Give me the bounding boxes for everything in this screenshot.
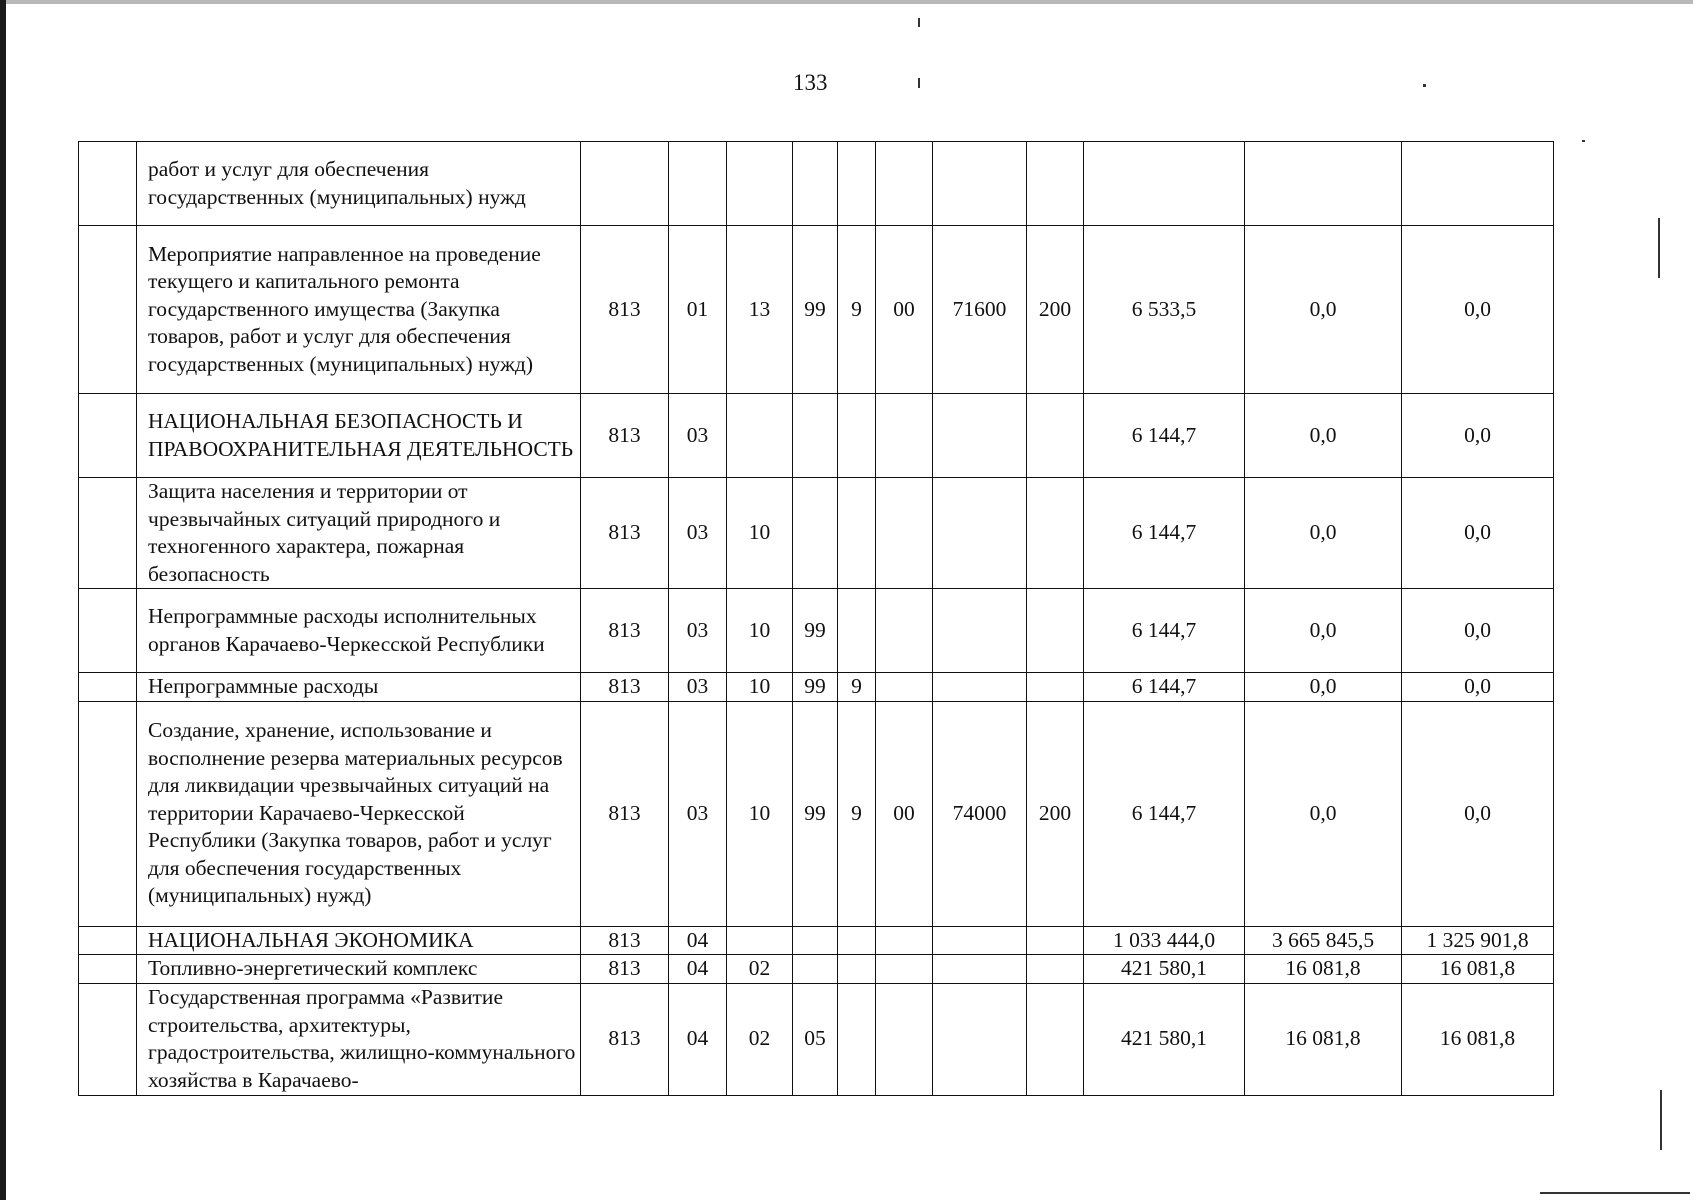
- scan-edge-left: [0, 0, 6, 1200]
- code-admin: 813: [581, 701, 669, 926]
- code-expense-type: [1027, 478, 1084, 589]
- code-program: 99: [793, 673, 838, 702]
- code-subprogram: [838, 478, 876, 589]
- code-expense-type: [1027, 955, 1084, 984]
- code-direction: [876, 589, 933, 673]
- code-program: [793, 142, 838, 226]
- code-section: 03: [669, 478, 727, 589]
- code-section: 04: [669, 926, 727, 955]
- amount-year-3: 0,0: [1402, 226, 1554, 394]
- code-section: 03: [669, 673, 727, 702]
- amount-year-3: [1402, 142, 1554, 226]
- scan-speck: [1582, 140, 1585, 142]
- code-subsection: 10: [727, 673, 793, 702]
- code-admin: 813: [581, 983, 669, 1095]
- code-subprogram: 9: [838, 226, 876, 394]
- code-section: 03: [669, 589, 727, 673]
- table-row: [79, 673, 1554, 702]
- amount-year-3: 1 325 901,8: [1402, 926, 1554, 955]
- row-number-cell: [79, 983, 137, 1095]
- amount-year-1: 6 144,7: [1084, 394, 1245, 478]
- table-row: [79, 478, 1554, 589]
- code-direction: [876, 478, 933, 589]
- code-direction: [876, 142, 933, 226]
- row-number-cell: [79, 394, 137, 478]
- code-admin: 813: [581, 955, 669, 984]
- scan-margin-line: [1658, 218, 1660, 278]
- code-admin: 813: [581, 926, 669, 955]
- code-item: [933, 589, 1027, 673]
- amount-year-2: 0,0: [1245, 589, 1402, 673]
- code-admin: [581, 142, 669, 226]
- amount-year-2: [1245, 142, 1402, 226]
- code-admin: 813: [581, 589, 669, 673]
- scan-speck: [918, 78, 920, 88]
- code-subprogram: 9: [838, 673, 876, 702]
- row-number-cell: [79, 226, 137, 394]
- row-number-cell: [79, 142, 137, 226]
- amount-year-1: [1084, 142, 1245, 226]
- code-subprogram: [838, 983, 876, 1095]
- code-item: 74000: [933, 701, 1027, 926]
- amount-year-1: 6 144,7: [1084, 701, 1245, 926]
- row-description: Мероприятие направленное на проведение текущего и капитального ремонта государственного имущества (Закупка товаров, работ и услуг для обеспечения государственных (муниципальных) нужд): [137, 226, 581, 394]
- code-section: 01: [669, 226, 727, 394]
- row-number-cell: [79, 955, 137, 984]
- code-subsection: [727, 926, 793, 955]
- code-program: 05: [793, 983, 838, 1095]
- scan-edge-top: [6, 0, 1693, 4]
- code-item: [933, 394, 1027, 478]
- code-section: [669, 142, 727, 226]
- code-section: 04: [669, 955, 727, 984]
- code-admin: 813: [581, 394, 669, 478]
- code-subsection: 10: [727, 478, 793, 589]
- code-program: 99: [793, 226, 838, 394]
- row-description: НАЦИОНАЛЬНАЯ БЕЗОПАСНОСТЬ И ПРАВООХРАНИТЕЛЬНАЯ ДЕЯТЕЛЬНОСТЬ: [137, 394, 581, 478]
- code-direction: [876, 955, 933, 984]
- row-description: Топливно-энергетический комплекс: [137, 955, 581, 984]
- code-subsection: 13: [727, 226, 793, 394]
- code-item: [933, 926, 1027, 955]
- code-expense-type: 200: [1027, 226, 1084, 394]
- row-description: Создание, хранение, использование и восполнение резерва материальных ресурсов для ликвидации чрезвычайных ситуаций на территории Карачаево-Черкесской Республики (Закупка товаров, работ и услуг для обеспечения государственных (муниципальных) нужд): [137, 701, 581, 926]
- amount-year-1: 1 033 444,0: [1084, 926, 1245, 955]
- code-expense-type: [1027, 142, 1084, 226]
- code-direction: 00: [876, 226, 933, 394]
- amount-year-2: 0,0: [1245, 226, 1402, 394]
- code-subprogram: 9: [838, 701, 876, 926]
- amount-year-3: 0,0: [1402, 673, 1554, 702]
- row-number-cell: [79, 673, 137, 702]
- amount-year-1: 421 580,1: [1084, 955, 1245, 984]
- code-item: [933, 673, 1027, 702]
- code-expense-type: [1027, 394, 1084, 478]
- code-item: [933, 983, 1027, 1095]
- table-row: [79, 983, 1554, 1095]
- row-description: работ и услуг для обеспечения государственных (муниципальных) нужд: [137, 142, 581, 226]
- amount-year-3: 16 081,8: [1402, 955, 1554, 984]
- code-direction: [876, 394, 933, 478]
- row-number-cell: [79, 478, 137, 589]
- code-section: 04: [669, 983, 727, 1095]
- code-program: [793, 955, 838, 984]
- code-program: [793, 926, 838, 955]
- code-subsection: 02: [727, 983, 793, 1095]
- amount-year-1: 6 533,5: [1084, 226, 1245, 394]
- code-section: 03: [669, 701, 727, 926]
- table-row: [79, 701, 1554, 926]
- amount-year-2: 0,0: [1245, 701, 1402, 926]
- code-direction: [876, 983, 933, 1095]
- table-row: [79, 955, 1554, 984]
- amount-year-2: 0,0: [1245, 394, 1402, 478]
- code-admin: 813: [581, 226, 669, 394]
- amount-year-2: 16 081,8: [1245, 955, 1402, 984]
- code-subprogram: [838, 926, 876, 955]
- amount-year-3: 0,0: [1402, 394, 1554, 478]
- code-subprogram: [838, 394, 876, 478]
- table-row: [79, 142, 1554, 226]
- code-subsection: [727, 394, 793, 478]
- code-subsection: 10: [727, 701, 793, 926]
- code-expense-type: [1027, 589, 1084, 673]
- amount-year-2: 0,0: [1245, 673, 1402, 702]
- code-subprogram: [838, 142, 876, 226]
- table-row: [79, 926, 1554, 955]
- code-program: 99: [793, 589, 838, 673]
- row-description: Непрограммные расходы: [137, 673, 581, 702]
- code-subsection: [727, 142, 793, 226]
- code-item: [933, 478, 1027, 589]
- scan-speck: [918, 18, 920, 27]
- row-description: Государственная программа «Развитие строительства, архитектуры, градостроительства, жилищно-коммунального хозяйства в Карачаево-: [137, 983, 581, 1095]
- scan-margin-line: [1540, 1192, 1690, 1194]
- code-subsection: 02: [727, 955, 793, 984]
- amount-year-1: 6 144,7: [1084, 673, 1245, 702]
- amount-year-3: 0,0: [1402, 589, 1554, 673]
- amount-year-3: 0,0: [1402, 701, 1554, 926]
- scan-margin-line: [1660, 1090, 1662, 1150]
- budget-table: [78, 141, 1554, 1096]
- code-direction: [876, 926, 933, 955]
- code-item: [933, 142, 1027, 226]
- code-admin: 813: [581, 673, 669, 702]
- code-expense-type: 200: [1027, 701, 1084, 926]
- code-admin: 813: [581, 478, 669, 589]
- code-item: 71600: [933, 226, 1027, 394]
- row-description: Защита населения и территории от чрезвычайных ситуаций природного и техногенного характера, пожарная безопасность: [137, 478, 581, 589]
- table-row: [79, 394, 1554, 478]
- code-item: [933, 955, 1027, 984]
- amount-year-1: 6 144,7: [1084, 478, 1245, 589]
- code-section: 03: [669, 394, 727, 478]
- table-row: [79, 589, 1554, 673]
- table-row: [79, 226, 1554, 394]
- amount-year-3: 0,0: [1402, 478, 1554, 589]
- code-program: 99: [793, 701, 838, 926]
- amount-year-2: 16 081,8: [1245, 983, 1402, 1095]
- amount-year-1: 421 580,1: [1084, 983, 1245, 1095]
- code-program: [793, 394, 838, 478]
- amount-year-1: 6 144,7: [1084, 589, 1245, 673]
- code-subprogram: [838, 955, 876, 984]
- row-number-cell: [79, 589, 137, 673]
- code-direction: [876, 673, 933, 702]
- row-number-cell: [79, 926, 137, 955]
- code-expense-type: [1027, 673, 1084, 702]
- scan-speck: [1423, 84, 1426, 87]
- code-subsection: 10: [727, 589, 793, 673]
- amount-year-2: 3 665 845,5: [1245, 926, 1402, 955]
- row-number-cell: [79, 701, 137, 926]
- page-number: 133: [793, 70, 828, 95]
- code-expense-type: [1027, 983, 1084, 1095]
- row-description: НАЦИОНАЛЬНАЯ ЭКОНОМИКА: [137, 926, 581, 955]
- code-subprogram: [838, 589, 876, 673]
- amount-year-3: 16 081,8: [1402, 983, 1554, 1095]
- code-direction: 00: [876, 701, 933, 926]
- code-expense-type: [1027, 926, 1084, 955]
- code-program: [793, 478, 838, 589]
- row-description: Непрограммные расходы исполнительных органов Карачаево-Черкесской Республики: [137, 589, 581, 673]
- amount-year-2: 0,0: [1245, 478, 1402, 589]
